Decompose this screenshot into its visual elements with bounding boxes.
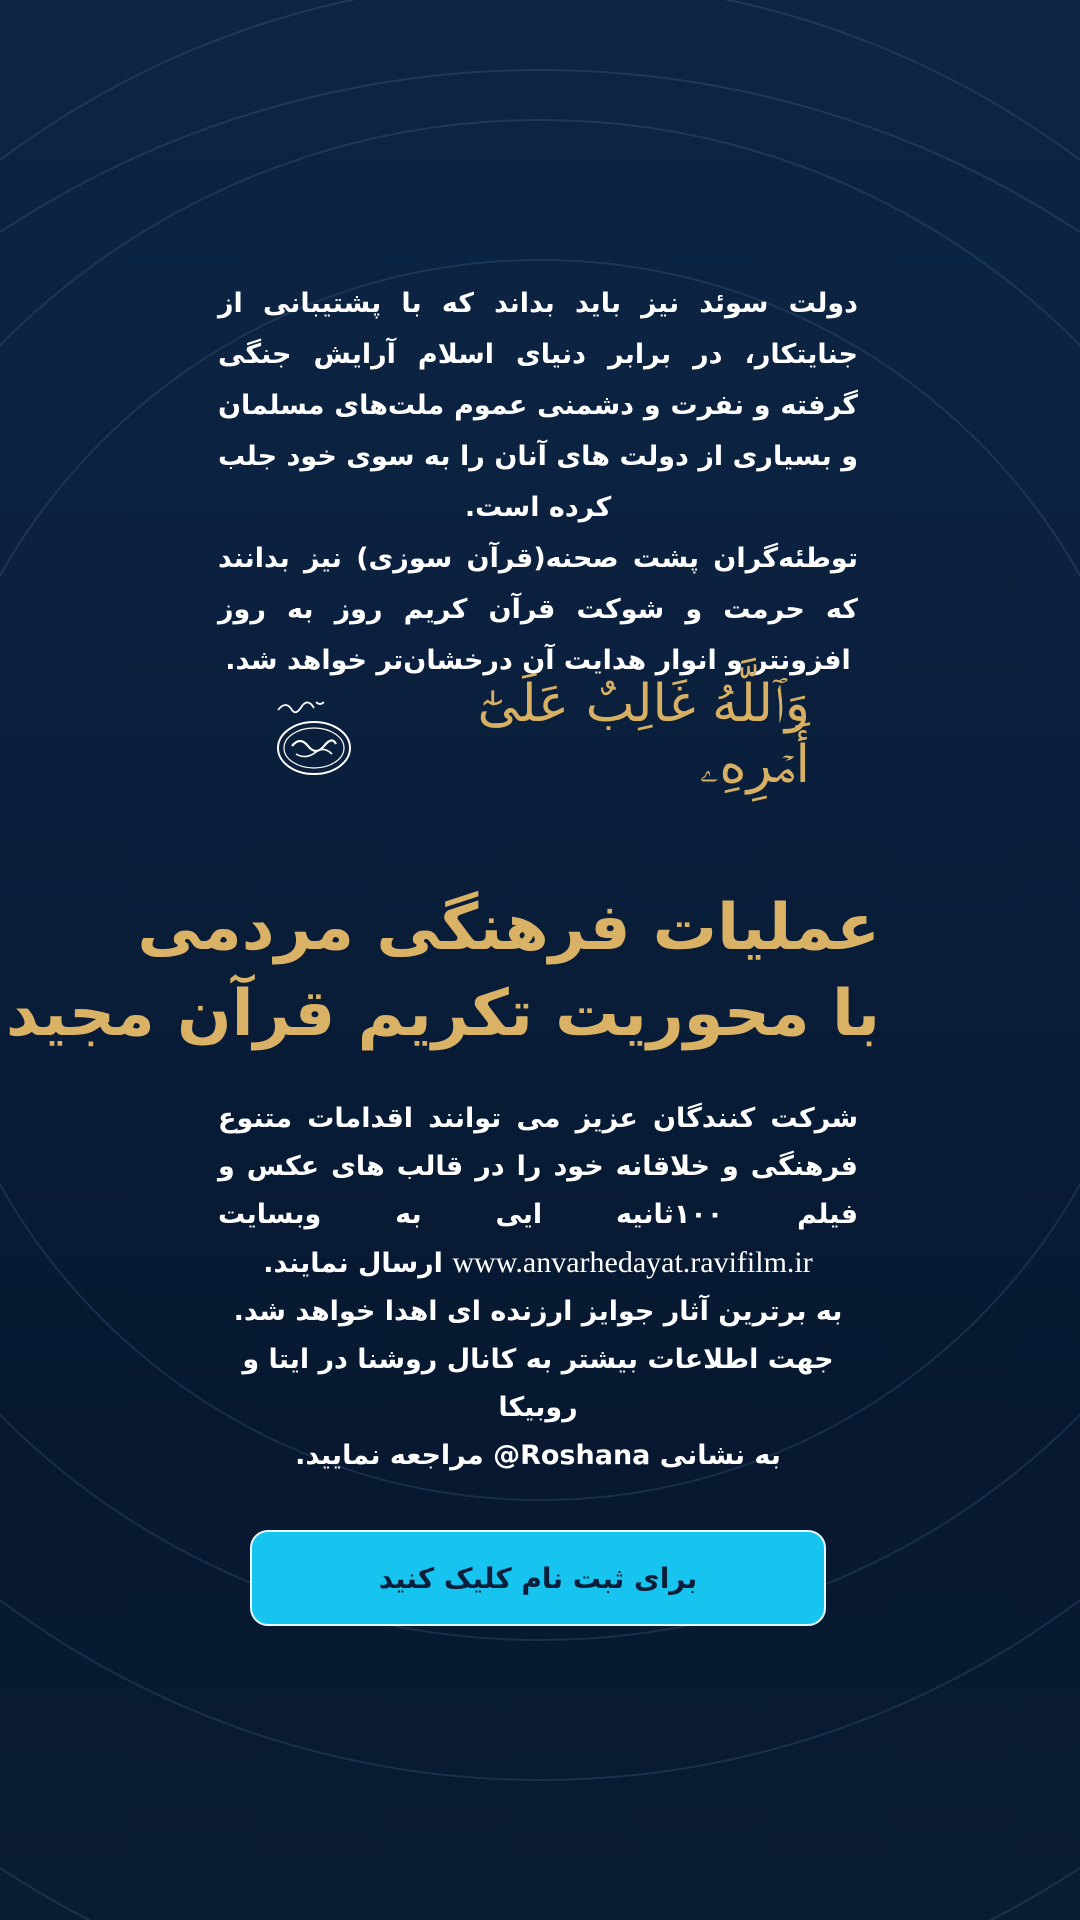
body-line-1: شرکت کنندگان عزیز می توانند اقدامات متنوع bbox=[218, 1103, 858, 1134]
verse-row bbox=[270, 674, 810, 795]
body-line-3: فیلم ۱۰۰ثانیه ایی به وبسایت bbox=[218, 1199, 858, 1230]
intro-paragraph-1: دولت سوئد نیز باید بداند که با پشتیبانی از جنایتکار، در برابر دنیای اسلام آرایش جنگی گرفته و نفرت و دشمنی عموم ملت‌های مسلمان و بسیاری از دولت های آنان را به سوی خود جلب کرده است. bbox=[218, 288, 858, 523]
body-line-7: به نشانی Roshana@ مراجعه نمایید. bbox=[295, 1440, 781, 1471]
quran-verse-calligraphy: وَٱللَّهُ غَالِبٌ عَلَىٰٓ أَمۡرِهِۦ bbox=[477, 674, 810, 795]
intro-paragraph-2: توطئه‌گران پشت صحنه(قرآن سوزی) نیز بدانند که حرمت و شوکت قرآن کریم روز به روز افزونتر و انوار هدایت آن درخشان‌تر خواهد شد. bbox=[218, 543, 858, 676]
body-line-6: جهت اطلاعات بیشتر به کانال روشنا در ایتا و روبیکا bbox=[242, 1344, 834, 1423]
headline bbox=[5, 885, 880, 1057]
body-line-5: به برترین آثار جوایز ارزنده ای اهدا خواهد شد. bbox=[233, 1296, 843, 1327]
body-line-4-suffix: ارسال نمایند. bbox=[263, 1248, 443, 1279]
website-url: www.anvarhedayat.ravifilm.ir bbox=[452, 1246, 813, 1279]
register-button[interactable] bbox=[250, 1530, 826, 1626]
headline-line-2: با محوریت تکریم قرآن مجید bbox=[5, 977, 880, 1051]
body-line-2: فرهنگی و خلاقانه خود را در قالب های عکس و bbox=[218, 1151, 858, 1182]
body-line-url bbox=[218, 1239, 858, 1288]
signature-seal-icon bbox=[270, 692, 358, 780]
headline-line-1: عملیات فرهنگی مردمی bbox=[137, 891, 880, 965]
body-text bbox=[218, 1095, 858, 1480]
register-button-label: برای ثبت نام کلیک کنید bbox=[378, 1561, 698, 1595]
intro-text bbox=[218, 278, 858, 686]
